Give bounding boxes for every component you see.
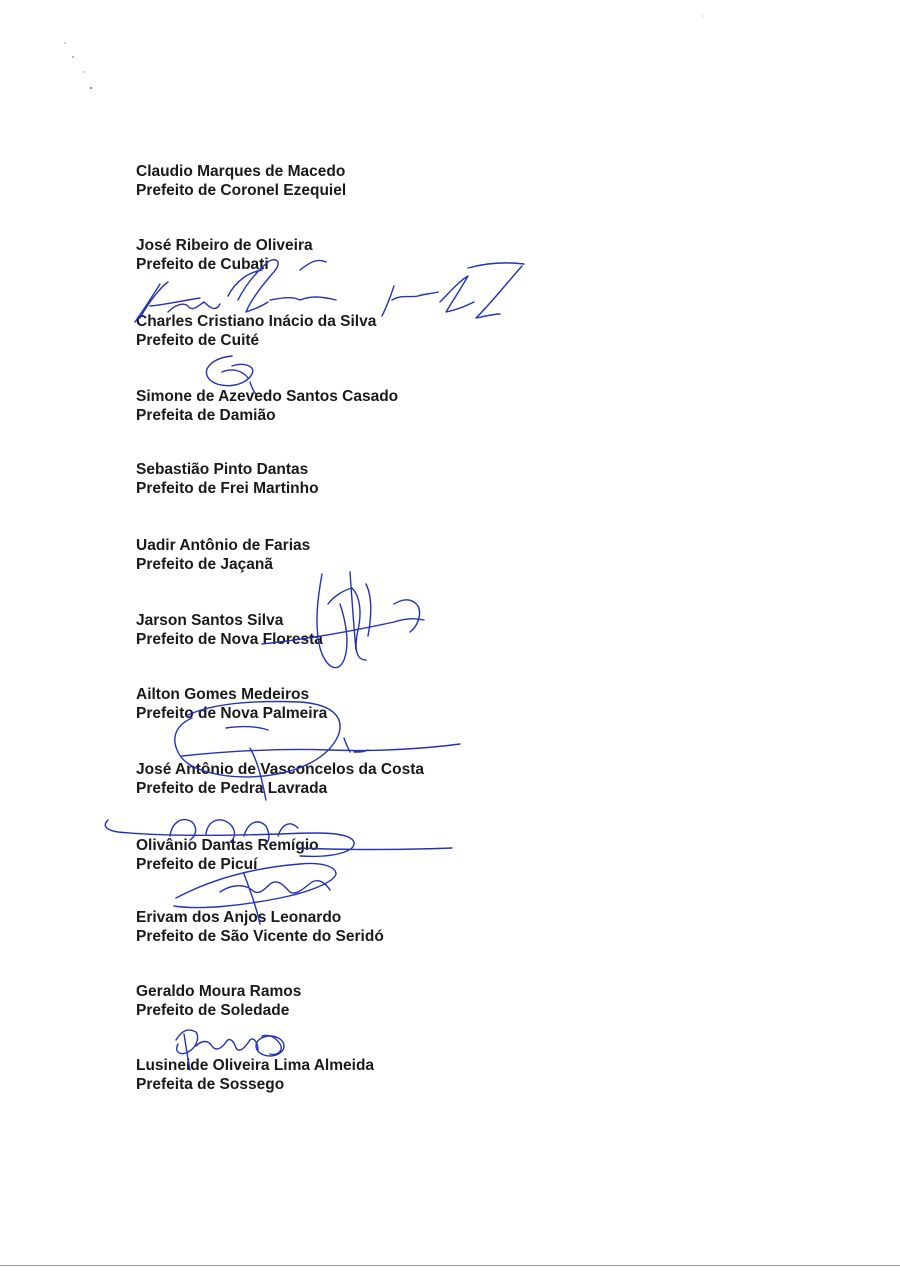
signatory-name: Ailton Gomes Medeiros xyxy=(136,686,310,703)
signatory-block xyxy=(136,313,376,350)
signatory-block xyxy=(136,237,313,274)
signatory-name: Lusineide Oliveira Lima Almeida xyxy=(136,1057,375,1074)
scan-specks xyxy=(0,0,900,120)
signatory-block xyxy=(136,612,323,649)
signatory-title: Prefeito de São Vicente do Seridó xyxy=(136,927,384,945)
signature-jose xyxy=(182,738,460,756)
signatory-block xyxy=(136,537,310,574)
signatory-name: Simone de Azevedo Santos Casado xyxy=(136,388,399,405)
signatory-title: Prefeita de Sossego xyxy=(136,1075,285,1093)
signatory-block xyxy=(136,686,327,723)
signatory-title: Prefeito de Cuité xyxy=(136,331,260,349)
signatory-name: Olivânio Dantas Remígio xyxy=(136,837,319,854)
signatory-block xyxy=(136,983,301,1020)
signatory-name: Uadir Antônio de Farias xyxy=(136,537,311,554)
signatory-title: Prefeito de Picuí xyxy=(136,855,258,873)
signatory-name: Erivam dos Anjos Leonardo xyxy=(136,909,342,926)
signatory-block xyxy=(136,1057,374,1094)
signatory-name: José Ribeiro de Oliveira xyxy=(136,237,313,254)
signatory-title: Prefeito de Jaçanã xyxy=(136,555,273,573)
signatory-block xyxy=(136,761,424,798)
signatory-title: Prefeito de Frei Martinho xyxy=(136,479,319,497)
signatory-name: Claudio Marques de Macedo xyxy=(136,163,346,180)
page-bottom-rule xyxy=(0,1265,900,1266)
signatory-title: Prefeito de Soledade xyxy=(136,1001,290,1019)
signatory-block xyxy=(136,909,384,946)
signatory-title: Prefeito de Nova Floresta xyxy=(136,630,323,648)
signatory-block xyxy=(136,163,346,200)
signatory-title: Prefeito de Coronel Ezequiel xyxy=(136,181,347,199)
signatory-name: Charles Cristiano Inácio da Silva xyxy=(136,313,377,330)
signatory-name: José Antônio de Vasconcelos da Costa xyxy=(136,761,424,778)
signatory-block xyxy=(136,837,319,874)
signatory-name: Jarson Santos Silva xyxy=(136,612,284,629)
signatory-block xyxy=(136,461,319,498)
signatory-name: Geraldo Moura Ramos xyxy=(136,983,302,1000)
signatory-name: Sebastião Pinto Dantas xyxy=(136,461,309,478)
signatory-block xyxy=(136,388,398,425)
signatory-title: Prefeito de Cubati xyxy=(136,255,269,273)
signatory-title: Prefeita de Damião xyxy=(136,406,276,424)
signatory-title: Prefeito de Pedra Lavrada xyxy=(136,779,328,797)
signature-almeida-loop xyxy=(256,1036,284,1056)
signatory-title: Prefeito de Nova Palmeira xyxy=(136,704,328,722)
